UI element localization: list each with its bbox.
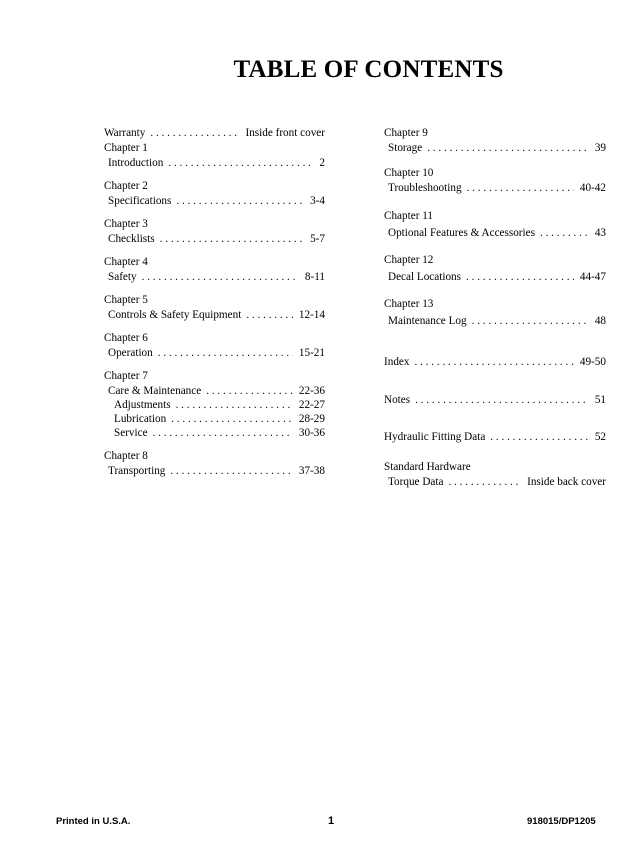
toc-page: 5-7 — [310, 233, 325, 245]
toc-right-column — [384, 126, 606, 498]
toc-label: Torque Data — [388, 476, 444, 488]
toc-label: Checklists — [108, 233, 155, 245]
dot-leader — [171, 412, 293, 427]
toc-entry-chapter-8[interactable] — [104, 449, 325, 479]
toc-page: 52 — [594, 431, 606, 443]
toc-label: Hydraulic Fitting Data — [384, 431, 486, 443]
dot-leader — [466, 270, 574, 285]
toc-page: 40-42 — [579, 182, 606, 194]
toc-entry-chapter-4[interactable] — [104, 255, 325, 285]
page-title: TABLE OF CONTENTS — [233, 56, 504, 83]
footer-document-code: 918015/DP1205 — [527, 816, 596, 827]
toc-entry-chapter-9[interactable] — [384, 126, 606, 156]
toc-entry-chapter-5[interactable] — [104, 293, 325, 323]
toc-entry-warranty[interactable] — [104, 126, 325, 141]
dot-leader — [415, 393, 589, 408]
dot-leader — [206, 384, 293, 399]
toc-page: Inside front cover — [245, 127, 325, 139]
chapter-heading: Chapter 13 — [384, 298, 434, 310]
toc-label: Lubrication — [114, 413, 167, 425]
toc-entry-chapter-2[interactable] — [104, 179, 325, 209]
toc-page: 30-36 — [298, 427, 325, 439]
toc-page: 39 — [594, 142, 606, 154]
dot-leader — [490, 430, 589, 445]
dot-leader — [246, 308, 293, 323]
toc-entry-notes[interactable] — [384, 393, 606, 408]
chapter-heading: Chapter 7 — [104, 370, 148, 382]
toc-left-column — [104, 126, 325, 487]
dot-leader — [176, 194, 304, 209]
dot-leader — [142, 270, 299, 285]
dot-leader — [427, 141, 589, 156]
toc-entry-chapter-10[interactable] — [384, 166, 606, 196]
toc-label: Storage — [388, 142, 423, 154]
dot-leader — [176, 398, 293, 413]
chapter-heading: Chapter 8 — [104, 450, 148, 462]
toc-page: 28-29 — [298, 413, 325, 425]
chapter-heading: Chapter 11 — [384, 210, 433, 222]
toc-page: 37-38 — [298, 465, 325, 477]
toc-label: Notes — [384, 394, 411, 406]
chapter-heading: Chapter 4 — [104, 256, 148, 268]
toc-page: Inside back cover — [527, 476, 606, 488]
chapter-heading: Chapter 2 — [104, 180, 148, 192]
dot-leader — [540, 226, 589, 241]
toc-label: Safety — [108, 271, 137, 283]
toc-page: 3-4 — [310, 195, 325, 207]
toc-label: Decal Locations — [388, 271, 461, 283]
toc-subentry-service[interactable] — [104, 426, 325, 441]
toc-entry-chapter-6[interactable] — [104, 331, 325, 361]
section-heading: Standard Hardware — [384, 461, 471, 473]
toc-label: Maintenance Log — [388, 315, 467, 327]
chapter-heading: Chapter 6 — [104, 332, 148, 344]
toc-page: 12-14 — [298, 309, 325, 321]
toc-label: Operation — [108, 347, 153, 359]
footer-page-number: 1 — [328, 815, 335, 827]
toc-page: 22-27 — [298, 399, 325, 411]
toc-entry-chapter-3[interactable] — [104, 217, 325, 247]
toc-entry-chapter-1[interactable] — [104, 141, 325, 171]
toc-page: 22-36 — [298, 385, 325, 397]
chapter-heading: Chapter 3 — [104, 218, 148, 230]
toc-page: 49-50 — [579, 356, 606, 368]
toc-label: Warranty — [104, 127, 146, 139]
chapter-heading: Chapter 5 — [104, 294, 148, 306]
toc-page: 48 — [594, 315, 606, 327]
toc-subentry-lubrication[interactable] — [104, 412, 325, 427]
dot-leader — [414, 355, 573, 370]
toc-label: Care & Maintenance — [108, 385, 202, 397]
toc-page: 2 — [319, 157, 325, 169]
toc-label: Transporting — [108, 465, 166, 477]
toc-entry-chapter-12[interactable] — [384, 253, 606, 285]
toc-label: Controls & Safety Equipment — [108, 309, 242, 321]
dot-leader — [158, 346, 293, 361]
chapter-heading: Chapter 12 — [384, 254, 434, 266]
chapter-heading: Chapter 9 — [384, 127, 428, 139]
toc-entry-hydraulic-fitting-data[interactable] — [384, 430, 606, 445]
dot-leader — [168, 156, 313, 171]
dot-leader — [160, 232, 304, 247]
toc-label: Specifications — [108, 195, 172, 207]
dot-leader — [467, 181, 574, 196]
toc-page: 51 — [594, 394, 606, 406]
chapter-heading: Chapter 10 — [384, 167, 434, 179]
dot-leader — [153, 426, 293, 441]
toc-label: Troubleshooting — [388, 182, 462, 194]
toc-page: 8-11 — [304, 271, 325, 283]
toc-entry-chapter-7[interactable] — [104, 369, 325, 441]
toc-label: Index — [384, 356, 410, 368]
dot-leader — [472, 314, 589, 329]
toc-entry-index[interactable] — [384, 355, 606, 370]
dot-leader — [448, 475, 521, 490]
toc-label: Optional Features & Accessories — [388, 227, 535, 239]
toc-label: Adjustments — [114, 399, 171, 411]
toc-subentry-adjustments[interactable] — [104, 398, 325, 413]
toc-label: Introduction — [108, 157, 164, 169]
toc-page: 43 — [594, 227, 606, 239]
toc-entry-chapter-13[interactable] — [384, 297, 606, 329]
toc-page: 44-47 — [579, 271, 606, 283]
toc-page: 15-21 — [298, 347, 325, 359]
toc-label: Service — [114, 427, 148, 439]
toc-entry-chapter-11[interactable] — [384, 209, 606, 241]
dot-leader — [170, 464, 292, 479]
chapter-heading: Chapter 1 — [104, 142, 148, 154]
toc-entry-standard-hardware[interactable] — [384, 460, 606, 490]
dot-leader — [150, 126, 239, 141]
footer-printed-in: Printed in U.S.A. — [56, 816, 131, 827]
